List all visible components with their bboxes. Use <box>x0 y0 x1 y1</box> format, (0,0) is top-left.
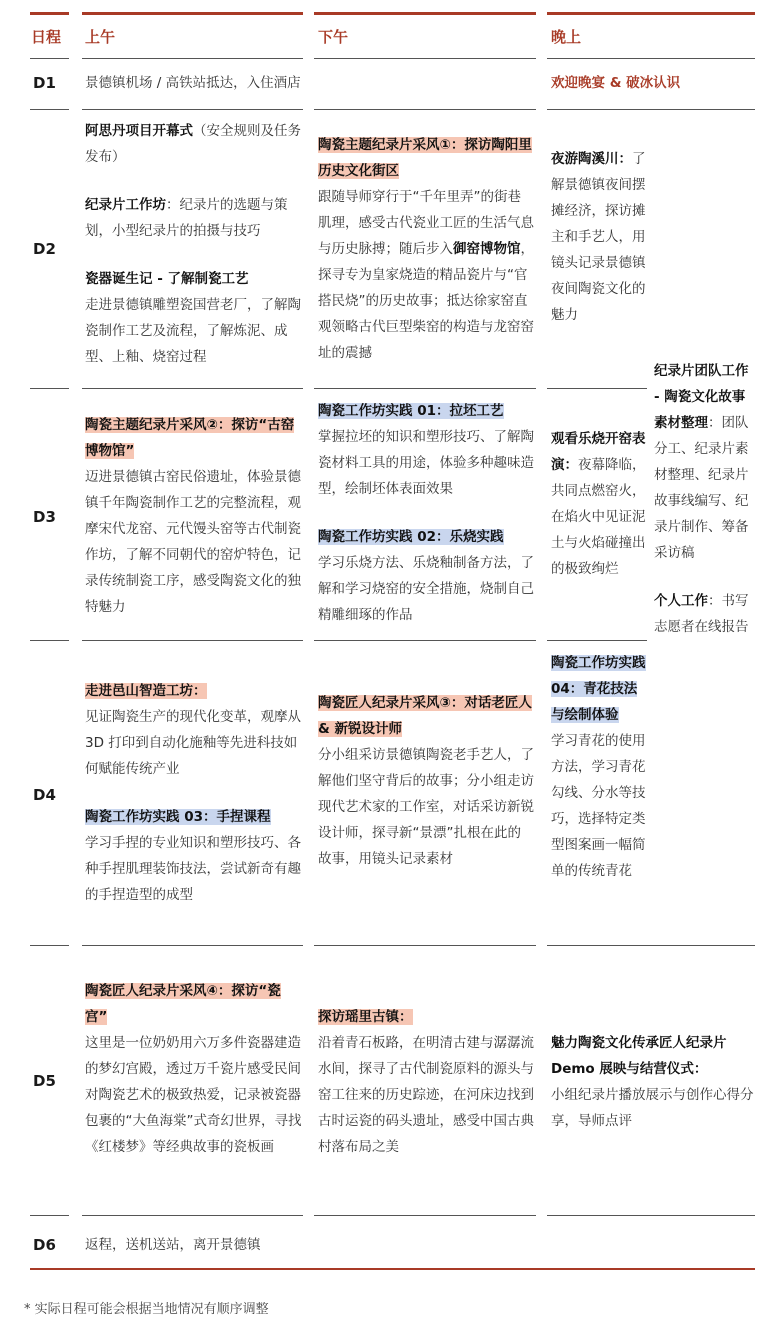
d5-am: 陶瓷匠人纪录片采风④：探访“瓷宫” 这里是一位奶奶用六万多件瓷器建造的梦幻宫殿，透过万千瓷片感受民间对陶瓷艺术的极致热爱，记录被瓷器包裹的“大鱼海棠”式奇幻世界，寻找《红楼梦》等经典故事的瓷板画 <box>85 983 302 1155</box>
divider <box>30 640 69 641</box>
top-rule <box>30 12 69 15</box>
d1-eve: 欢迎晚宴 & 破冰认识 <box>551 75 681 91</box>
divider <box>314 945 536 946</box>
divider <box>547 109 755 110</box>
divider <box>82 1215 303 1216</box>
d3-side-team-work: 纪录片团队工作 - 陶瓷文化故事素材整理：团队分工、纪录片素材整理、纪录片故事线编写、纪录片制作、筹备采访稿 个人工作：书写志愿者在线报告 <box>654 363 749 635</box>
divider <box>82 945 303 946</box>
divider <box>82 109 303 110</box>
divider <box>314 388 536 389</box>
footnote: * 实际日程可能会根据当地情况有顺序调整 <box>24 1302 269 1317</box>
header-pm: 下午 <box>318 28 349 46</box>
day-label: D4 <box>33 786 56 804</box>
divider <box>314 109 536 110</box>
divider <box>30 945 69 946</box>
header-day: 日程 <box>31 28 62 46</box>
day-label: D5 <box>33 1072 56 1090</box>
divider <box>30 388 69 389</box>
divider <box>82 640 303 641</box>
divider <box>547 945 755 946</box>
divider <box>547 58 755 59</box>
d2-eve: 夜游陶溪川：了解景德镇夜间摆摊经济，探访摊主和手艺人，用镜头记录景德镇夜间陶瓷文化的魅力 <box>551 151 646 323</box>
divider <box>82 58 303 59</box>
top-rule <box>82 12 303 15</box>
divider <box>30 58 69 59</box>
d3-eve: 观看乐烧开窑表演：夜幕降临，共同点燃窑火，在焰火中见证泥土与火焰碰撞出的极致绚烂 <box>551 431 646 577</box>
divider <box>314 640 536 641</box>
d5-pm: 探访瑶里古镇： 沿着青石板路，在明清古建与潺潺流水间，探寻了古代制瓷原料的源头与窑工往来的历史踪迹，在河床边找到古时运瓷的码头遗址，感受中国古典村落布局之美 <box>318 1009 534 1155</box>
d4-pm: 陶瓷匠人纪录片采风③：对话老匠人 & 新锐设计师 分小组采访景德镇陶瓷老手艺人，了解他们坚守背后的故事；分小组走访现代艺术家的工作室，对话采访新锐设计师，探寻新“景漂”扎根在此的故事，用镜头记录素材 <box>318 695 534 867</box>
top-rule <box>547 12 755 15</box>
divider <box>547 640 647 641</box>
day-label: D2 <box>33 240 56 258</box>
day-label: D1 <box>33 74 56 92</box>
divider <box>547 388 647 389</box>
d5-eve: 魅力陶瓷文化传承匠人纪录片 Demo 展映与结营仪式： 小组纪录片播放展示与创作心得分享，导师点评 <box>551 1035 754 1129</box>
day-label: D6 <box>33 1236 56 1254</box>
divider <box>314 58 536 59</box>
d4-eve: 陶瓷工作坊实践 04：青花技法与绘制体验 学习青花的使用方法，学习青花勾线、分水等技巧，选择特定类型图案画一幅简单的传统青花 <box>551 655 646 879</box>
bottom-rule <box>30 1268 755 1270</box>
d2-am: 阿思丹项目开幕式（安全规则及任务发布） 纪录片工作坊：纪录片的选题与策划，小型纪录片的拍摄与技巧 瓷器诞生记 - 了解制瓷工艺 走进景德镇雕塑瓷国营老厂，了解陶瓷制作工艺及流程，了解炼泥、成型、上釉、烧窑过程 <box>85 123 301 365</box>
divider <box>314 1215 536 1216</box>
divider <box>82 388 303 389</box>
d1-am: 景德镇机场 / 高铁站抵达，入住酒店 <box>85 75 301 91</box>
day-label: D3 <box>33 508 56 526</box>
divider <box>30 109 69 110</box>
divider <box>547 1215 755 1216</box>
header-am: 上午 <box>85 28 116 46</box>
d3-pm: 陶瓷工作坊实践 01：拉坯工艺 掌握拉坯的知识和塑形技巧、了解陶瓷材料工具的用途，体验多种趣味造型，绘制坯体表面效果 陶瓷工作坊实践 02：乐烧实践 学习乐烧方法、乐烧釉制备方法，了解和学习烧窑的安全措施，烧制自己精雕细琢的作品 <box>318 403 534 623</box>
header-eve: 晚上 <box>551 28 582 46</box>
d3-am: 陶瓷主题纪录片采风②：探访“古窑博物馆” 迈进景德镇古窑民俗遗址，体验景德镇千年陶瓷制作工艺的完整流程，观摩宋代龙窑、元代馒头窑等古代制瓷作坊，了解不同朝代的窑炉特色，记录传统制瓷工序，感受陶瓷文化的独特魅力 <box>85 417 301 615</box>
d4-am: 走进邑山智造工坊： 见证陶瓷生产的现代化变革，观摩从 3D 打印到自动化施釉等先进科技如何赋能传统产业 陶瓷工作坊实践 03：手捏课程 学习手捏的专业知识和塑形技巧、各种手捏肌理装饰技法，尝试新奇有趣的手捏造型的成型 <box>85 683 301 903</box>
d2-pm: 陶瓷主题纪录片采风①：探访陶阳里历史文化街区 跟随导师穿行于“千年里弄”的街巷肌理，感受古代瓷业工匠的生活气息与历史脉搏；随后步入御窑博物馆，探寻专为皇家烧造的精品瓷片与“官搭民烧”的历史故事；抵达徐家窑直观领略古代巨型柴窑的构造与龙窑窑址的震撼 <box>318 137 534 361</box>
top-rule <box>314 12 536 15</box>
divider <box>30 1215 69 1216</box>
d6-am: 返程，送机送站，离开景德镇 <box>85 1237 261 1253</box>
